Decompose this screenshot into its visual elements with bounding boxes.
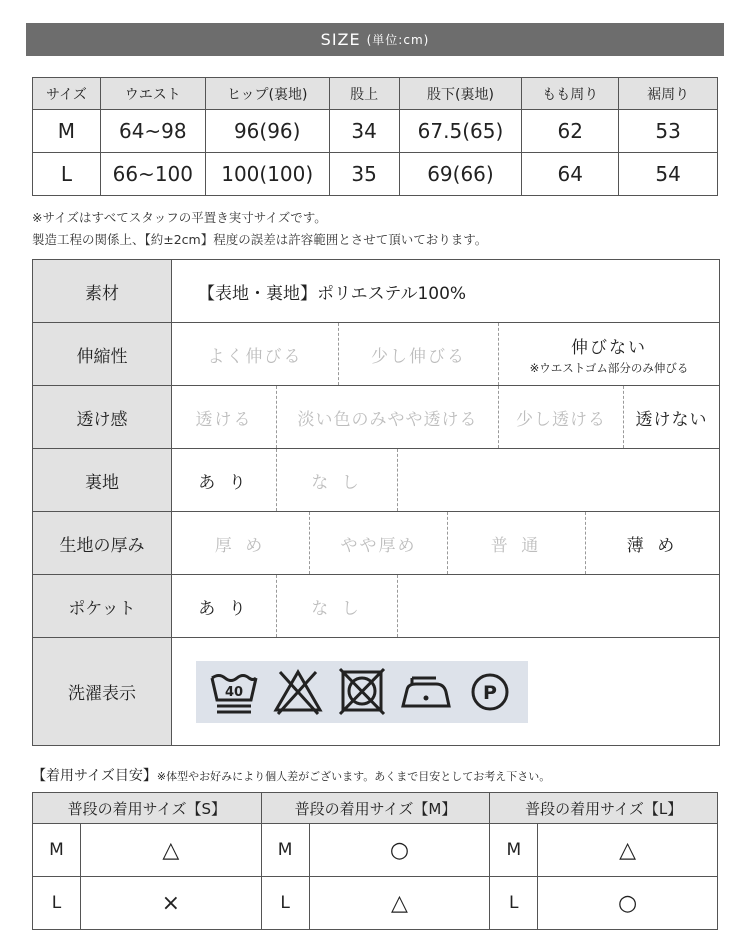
header-cell: サイズ bbox=[33, 78, 101, 110]
fit-table bbox=[32, 792, 718, 930]
spec-label: 透け感 bbox=[33, 386, 172, 448]
table-cell: 100(100) bbox=[205, 153, 329, 196]
table-cell: 54 bbox=[619, 153, 718, 196]
fit-mark: △ bbox=[538, 824, 718, 877]
header-cell: もも周り bbox=[522, 78, 619, 110]
no-bleach-icon bbox=[270, 666, 326, 718]
fit-size: L bbox=[33, 877, 81, 930]
header-cell: 裾周り bbox=[619, 78, 718, 110]
table-row bbox=[33, 824, 718, 877]
size-table bbox=[32, 77, 718, 196]
lining-option: な し bbox=[277, 449, 398, 511]
thickness-option-selected: 薄 め bbox=[626, 535, 679, 556]
table-cell: 62 bbox=[522, 110, 619, 153]
table-cell: 96(96) bbox=[205, 110, 329, 153]
banner-title: SIZE bbox=[320, 30, 361, 49]
stretch-option: よく伸びる bbox=[172, 323, 339, 385]
wash-temp: 40 bbox=[224, 685, 244, 700]
stretch-option: 少し伸びる bbox=[339, 323, 499, 385]
table-cell: 35 bbox=[329, 153, 399, 196]
fit-mark: △ bbox=[80, 824, 261, 877]
spec-row-wash bbox=[33, 637, 719, 745]
table-cell: 64~98 bbox=[100, 110, 205, 153]
table-cell: L bbox=[33, 153, 101, 196]
no-tumble-dry-icon bbox=[334, 666, 390, 718]
dry-clean-p-icon bbox=[462, 666, 518, 718]
header-cell: 普段の着用サイズ【S】 bbox=[33, 793, 262, 824]
table-cell: 34 bbox=[329, 110, 399, 153]
fit-mark: ○ bbox=[309, 824, 490, 877]
size-banner bbox=[26, 23, 724, 56]
thickness-option: 普 通 bbox=[448, 512, 586, 574]
stretch-selected-note: ※ウエストゴム部分のみ伸びる bbox=[529, 360, 689, 375]
fit-size: L bbox=[261, 877, 309, 930]
material-value: 【表地・裏地】ポリエステル100% bbox=[198, 283, 467, 304]
header-cell: ウエスト bbox=[100, 78, 205, 110]
header-cell: 股下(裏地) bbox=[399, 78, 522, 110]
header-cell: 股上 bbox=[329, 78, 399, 110]
table-cell: 67.5(65) bbox=[399, 110, 522, 153]
stretch-option-selected bbox=[499, 323, 719, 385]
spec-row-pocket bbox=[33, 574, 719, 637]
spec-label: 洗濯表示 bbox=[33, 638, 172, 745]
table-row bbox=[33, 110, 718, 153]
spec-table bbox=[32, 259, 720, 746]
fit-title bbox=[32, 765, 550, 785]
pocket-option-selected: あ り bbox=[172, 575, 277, 637]
spec-row-thickness bbox=[33, 511, 719, 574]
fit-size: L bbox=[490, 877, 538, 930]
spec-label: ポケット bbox=[33, 575, 172, 637]
size-note-1: ※サイズはすべてスタッフの平置き実寸サイズです。 bbox=[32, 210, 327, 225]
table-cell: 69(66) bbox=[399, 153, 522, 196]
spec-label: 裏地 bbox=[33, 449, 172, 511]
spec-row-sheer bbox=[33, 385, 719, 448]
lining-option-selected: あ り bbox=[172, 449, 277, 511]
fit-size: M bbox=[33, 824, 81, 877]
sheer-option: 透ける bbox=[172, 386, 277, 448]
table-cell: 64 bbox=[522, 153, 619, 196]
table-cell: 53 bbox=[619, 110, 718, 153]
spec-row-material bbox=[33, 260, 719, 322]
dryclean-letter: P bbox=[483, 682, 497, 704]
spec-row-lining bbox=[33, 448, 719, 511]
sheer-option: 少し透ける bbox=[499, 386, 624, 448]
fit-title-text: 【着用サイズ目安】 bbox=[32, 768, 157, 784]
spec-row-stretch bbox=[33, 322, 719, 385]
pocket-empty bbox=[398, 575, 719, 637]
fit-mark: ○ bbox=[538, 877, 718, 930]
stretch-selected-label: 伸びない bbox=[571, 337, 647, 358]
wash-40-gentle-icon bbox=[206, 666, 262, 718]
fit-mark: × bbox=[80, 877, 261, 930]
header-cell: ヒップ(裏地) bbox=[205, 78, 329, 110]
fit-size: M bbox=[490, 824, 538, 877]
table-row bbox=[33, 153, 718, 196]
table-row bbox=[33, 877, 718, 930]
lining-empty bbox=[398, 449, 719, 511]
thickness-option: 厚 め bbox=[172, 512, 310, 574]
thickness-option: やや厚め bbox=[310, 512, 448, 574]
header-cell: 普段の着用サイズ【M】 bbox=[261, 793, 490, 824]
fit-mark: △ bbox=[309, 877, 490, 930]
iron-low-icon bbox=[398, 666, 454, 718]
header-cell: 普段の着用サイズ【L】 bbox=[490, 793, 718, 824]
pocket-option: な し bbox=[277, 575, 398, 637]
fit-table-header bbox=[33, 793, 718, 824]
wash-symbols bbox=[196, 661, 528, 723]
spec-label: 素材 bbox=[33, 260, 172, 322]
spec-label: 伸縮性 bbox=[33, 323, 172, 385]
table-cell: M bbox=[33, 110, 101, 153]
banner-unit: (単位:cm) bbox=[366, 33, 430, 47]
sheer-option: 淡い色のみやや透ける bbox=[277, 386, 499, 448]
size-note-2: 製造工程の関係上、【約±2cm】程度の誤差は許容範囲とさせて頂いております。 bbox=[32, 232, 488, 247]
size-table-header bbox=[33, 78, 718, 110]
table-cell: 66~100 bbox=[100, 153, 205, 196]
sheer-option-selected: 透けない bbox=[635, 409, 708, 430]
fit-note: ※体型やお好みにより個人差がございます。あくまで目安としてお考え下さい。 bbox=[156, 770, 551, 783]
spec-label: 生地の厚み bbox=[33, 512, 172, 574]
fit-size: M bbox=[261, 824, 309, 877]
